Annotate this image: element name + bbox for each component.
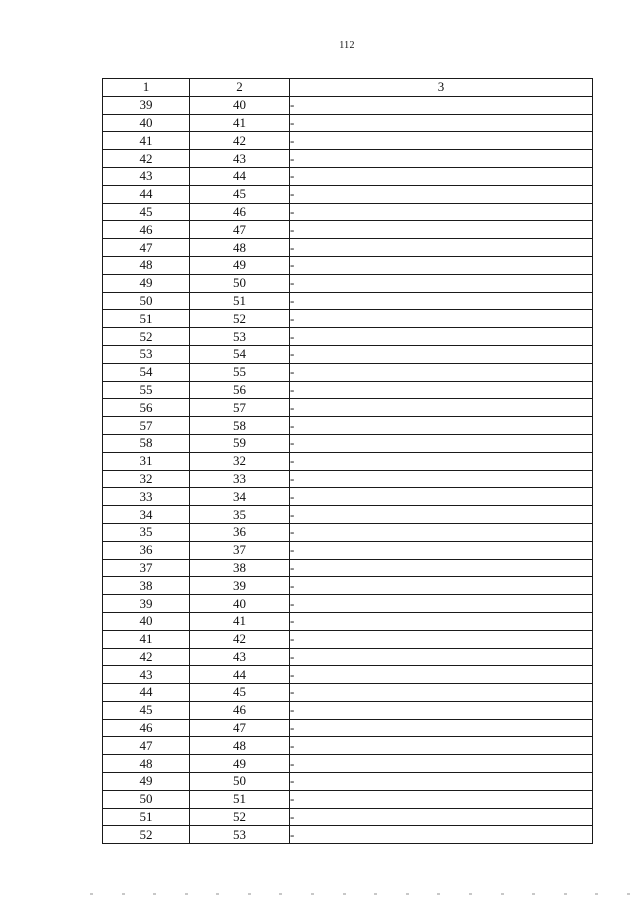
table-cell-col-1: 56 — [103, 399, 190, 417]
table-row — [103, 577, 593, 595]
table-cell-col-2: 45 — [190, 684, 290, 702]
table-cell-col-1: 42 — [103, 150, 190, 168]
table-row — [103, 666, 593, 684]
table-cell-col-2: 51 — [190, 292, 290, 310]
table-cell-col-1: 45 — [103, 701, 190, 719]
table-cell-col-3: - — [290, 541, 593, 559]
table-cell-col-2: 38 — [190, 559, 290, 577]
table-cell-col-3: - — [290, 399, 593, 417]
table-cell-col-2: 58 — [190, 417, 290, 435]
table-cell-col-3: - — [290, 221, 593, 239]
table-cell-col-1: 34 — [103, 506, 190, 524]
table-row — [103, 826, 593, 844]
table-cell-col-1: 41 — [103, 132, 190, 150]
table-row — [103, 488, 593, 506]
table-cell-col-3: - — [290, 434, 593, 452]
table-cell-col-1: 44 — [103, 185, 190, 203]
table-cell-col-1: 37 — [103, 559, 190, 577]
table-cell-col-1: 49 — [103, 274, 190, 292]
table-cell-col-3: - — [290, 808, 593, 826]
column-header-1: 1 — [103, 79, 190, 97]
table-cell-col-2: 45 — [190, 185, 290, 203]
table-row — [103, 470, 593, 488]
table-cell-col-1: 57 — [103, 417, 190, 435]
table-row — [103, 96, 593, 114]
table-cell-col-2: 49 — [190, 256, 290, 274]
table-cell-col-3: - — [290, 345, 593, 363]
table-row — [103, 630, 593, 648]
scan-artifact-marks — [90, 893, 630, 899]
table-cell-col-2: 44 — [190, 167, 290, 185]
table-cell-col-3: - — [290, 150, 593, 168]
table-row — [103, 790, 593, 808]
table-cell-col-3: - — [290, 612, 593, 630]
table-row — [103, 737, 593, 755]
table-row — [103, 648, 593, 666]
table-cell-col-3: - — [290, 203, 593, 221]
table-row — [103, 701, 593, 719]
table-row — [103, 328, 593, 346]
table-cell-col-3: - — [290, 648, 593, 666]
table-cell-col-3: - — [290, 381, 593, 399]
table-cell-col-2: 36 — [190, 523, 290, 541]
table-cell-col-2: 59 — [190, 434, 290, 452]
table-cell-col-2: 42 — [190, 630, 290, 648]
table-row — [103, 345, 593, 363]
table-cell-col-3: - — [290, 167, 593, 185]
table-cell-col-2: 35 — [190, 506, 290, 524]
table-cell-col-1: 52 — [103, 826, 190, 844]
table-row — [103, 684, 593, 702]
table-cell-col-1: 51 — [103, 310, 190, 328]
table-cell-col-1: 40 — [103, 612, 190, 630]
table-row — [103, 399, 593, 417]
table-cell-col-1: 38 — [103, 577, 190, 595]
table-cell-col-2: 40 — [190, 96, 290, 114]
table-cell-col-2: 47 — [190, 221, 290, 239]
table-row — [103, 434, 593, 452]
table-cell-col-3: - — [290, 488, 593, 506]
table-row — [103, 239, 593, 257]
table-cell-col-2: 57 — [190, 399, 290, 417]
table-cell-col-2: 53 — [190, 826, 290, 844]
table-cell-col-1: 32 — [103, 470, 190, 488]
table-cell-col-1: 46 — [103, 221, 190, 239]
table-cell-col-2: 54 — [190, 345, 290, 363]
table-cell-col-2: 52 — [190, 310, 290, 328]
column-header-3: 3 — [290, 79, 593, 97]
table-cell-col-1: 40 — [103, 114, 190, 132]
table-cell-col-2: 39 — [190, 577, 290, 595]
table-cell-col-1: 31 — [103, 452, 190, 470]
table-row — [103, 595, 593, 613]
table-cell-col-1: 42 — [103, 648, 190, 666]
table-cell-col-3: - — [290, 363, 593, 381]
table-cell-col-3: - — [290, 310, 593, 328]
table-header-row — [103, 79, 593, 97]
table-row — [103, 523, 593, 541]
table-cell-col-2: 49 — [190, 755, 290, 773]
table-row — [103, 221, 593, 239]
table-cell-col-3: - — [290, 666, 593, 684]
table-cell-col-3: - — [290, 701, 593, 719]
table-cell-col-3: - — [290, 523, 593, 541]
table-row — [103, 274, 593, 292]
table-row — [103, 310, 593, 328]
table-cell-col-2: 47 — [190, 719, 290, 737]
table-cell-col-1: 50 — [103, 292, 190, 310]
table-row — [103, 541, 593, 559]
table-row — [103, 719, 593, 737]
table-cell-col-3: - — [290, 755, 593, 773]
table-cell-col-1: 35 — [103, 523, 190, 541]
table-cell-col-3: - — [290, 452, 593, 470]
table-cell-col-2: 50 — [190, 773, 290, 791]
table-cell-col-1: 53 — [103, 345, 190, 363]
table-cell-col-1: 39 — [103, 96, 190, 114]
table-cell-col-3: - — [290, 470, 593, 488]
table-cell-col-1: 51 — [103, 808, 190, 826]
table-cell-col-1: 47 — [103, 239, 190, 257]
table-cell-col-2: 43 — [190, 150, 290, 168]
table-cell-col-3: - — [290, 239, 593, 257]
table-cell-col-1: 43 — [103, 666, 190, 684]
table-cell-col-3: - — [290, 328, 593, 346]
table-row — [103, 363, 593, 381]
table-cell-col-1: 48 — [103, 256, 190, 274]
table-cell-col-1: 55 — [103, 381, 190, 399]
table-cell-col-3: - — [290, 256, 593, 274]
table-cell-col-3: - — [290, 630, 593, 648]
table-cell-col-3: - — [290, 185, 593, 203]
table-row — [103, 506, 593, 524]
table-cell-col-1: 41 — [103, 630, 190, 648]
table-cell-col-1: 36 — [103, 541, 190, 559]
table-cell-col-3: - — [290, 417, 593, 435]
table-cell-col-2: 51 — [190, 790, 290, 808]
table-cell-col-3: - — [290, 577, 593, 595]
table-row — [103, 381, 593, 399]
table-cell-col-2: 46 — [190, 203, 290, 221]
data-table — [102, 78, 593, 844]
table-cell-col-1: 50 — [103, 790, 190, 808]
table-row — [103, 185, 593, 203]
table-cell-col-3: - — [290, 274, 593, 292]
table-cell-col-2: 46 — [190, 701, 290, 719]
table-row — [103, 452, 593, 470]
table-row — [103, 167, 593, 185]
table-cell-col-2: 48 — [190, 737, 290, 755]
table-cell-col-2: 32 — [190, 452, 290, 470]
table-cell-col-1: 52 — [103, 328, 190, 346]
table-cell-col-1: 33 — [103, 488, 190, 506]
table-cell-col-3: - — [290, 595, 593, 613]
table-row — [103, 203, 593, 221]
table-body — [103, 96, 593, 843]
table-cell-col-1: 47 — [103, 737, 190, 755]
table-cell-col-1: 43 — [103, 167, 190, 185]
column-header-2: 2 — [190, 79, 290, 97]
table-cell-col-3: - — [290, 737, 593, 755]
table-row — [103, 292, 593, 310]
table-cell-col-3: - — [290, 114, 593, 132]
table-row — [103, 150, 593, 168]
table-row — [103, 612, 593, 630]
table-cell-col-2: 53 — [190, 328, 290, 346]
table-cell-col-3: - — [290, 773, 593, 791]
table-cell-col-1: 46 — [103, 719, 190, 737]
table-cell-col-2: 33 — [190, 470, 290, 488]
table-cell-col-2: 40 — [190, 595, 290, 613]
table-row — [103, 808, 593, 826]
table-row — [103, 559, 593, 577]
table-cell-col-1: 45 — [103, 203, 190, 221]
table-cell-col-3: - — [290, 132, 593, 150]
table-cell-col-1: 44 — [103, 684, 190, 702]
table-cell-col-2: 44 — [190, 666, 290, 684]
table-cell-col-2: 41 — [190, 114, 290, 132]
table-row — [103, 417, 593, 435]
table-cell-col-2: 43 — [190, 648, 290, 666]
table-cell-col-1: 39 — [103, 595, 190, 613]
table-cell-col-1: 54 — [103, 363, 190, 381]
table-cell-col-3: - — [290, 559, 593, 577]
table-cell-col-3: - — [290, 506, 593, 524]
table-cell-col-1: 49 — [103, 773, 190, 791]
table-cell-col-1: 48 — [103, 755, 190, 773]
table-cell-col-2: 50 — [190, 274, 290, 292]
table-cell-col-3: - — [290, 684, 593, 702]
table-row — [103, 755, 593, 773]
table-row — [103, 114, 593, 132]
table-cell-col-2: 48 — [190, 239, 290, 257]
table-cell-col-3: - — [290, 826, 593, 844]
table-row — [103, 256, 593, 274]
table-cell-col-1: 58 — [103, 434, 190, 452]
table-cell-col-3: - — [290, 96, 593, 114]
table-cell-col-3: - — [290, 292, 593, 310]
table-cell-col-3: - — [290, 719, 593, 737]
table-cell-col-2: 55 — [190, 363, 290, 381]
table-header — [103, 79, 593, 97]
table-cell-col-2: 41 — [190, 612, 290, 630]
table-cell-col-3: - — [290, 790, 593, 808]
table-cell-col-2: 52 — [190, 808, 290, 826]
table-cell-col-2: 42 — [190, 132, 290, 150]
table-cell-col-2: 56 — [190, 381, 290, 399]
table-cell-col-2: 34 — [190, 488, 290, 506]
page-number: 112 — [339, 40, 355, 51]
table-row — [103, 773, 593, 791]
table-cell-col-2: 37 — [190, 541, 290, 559]
table-row — [103, 132, 593, 150]
